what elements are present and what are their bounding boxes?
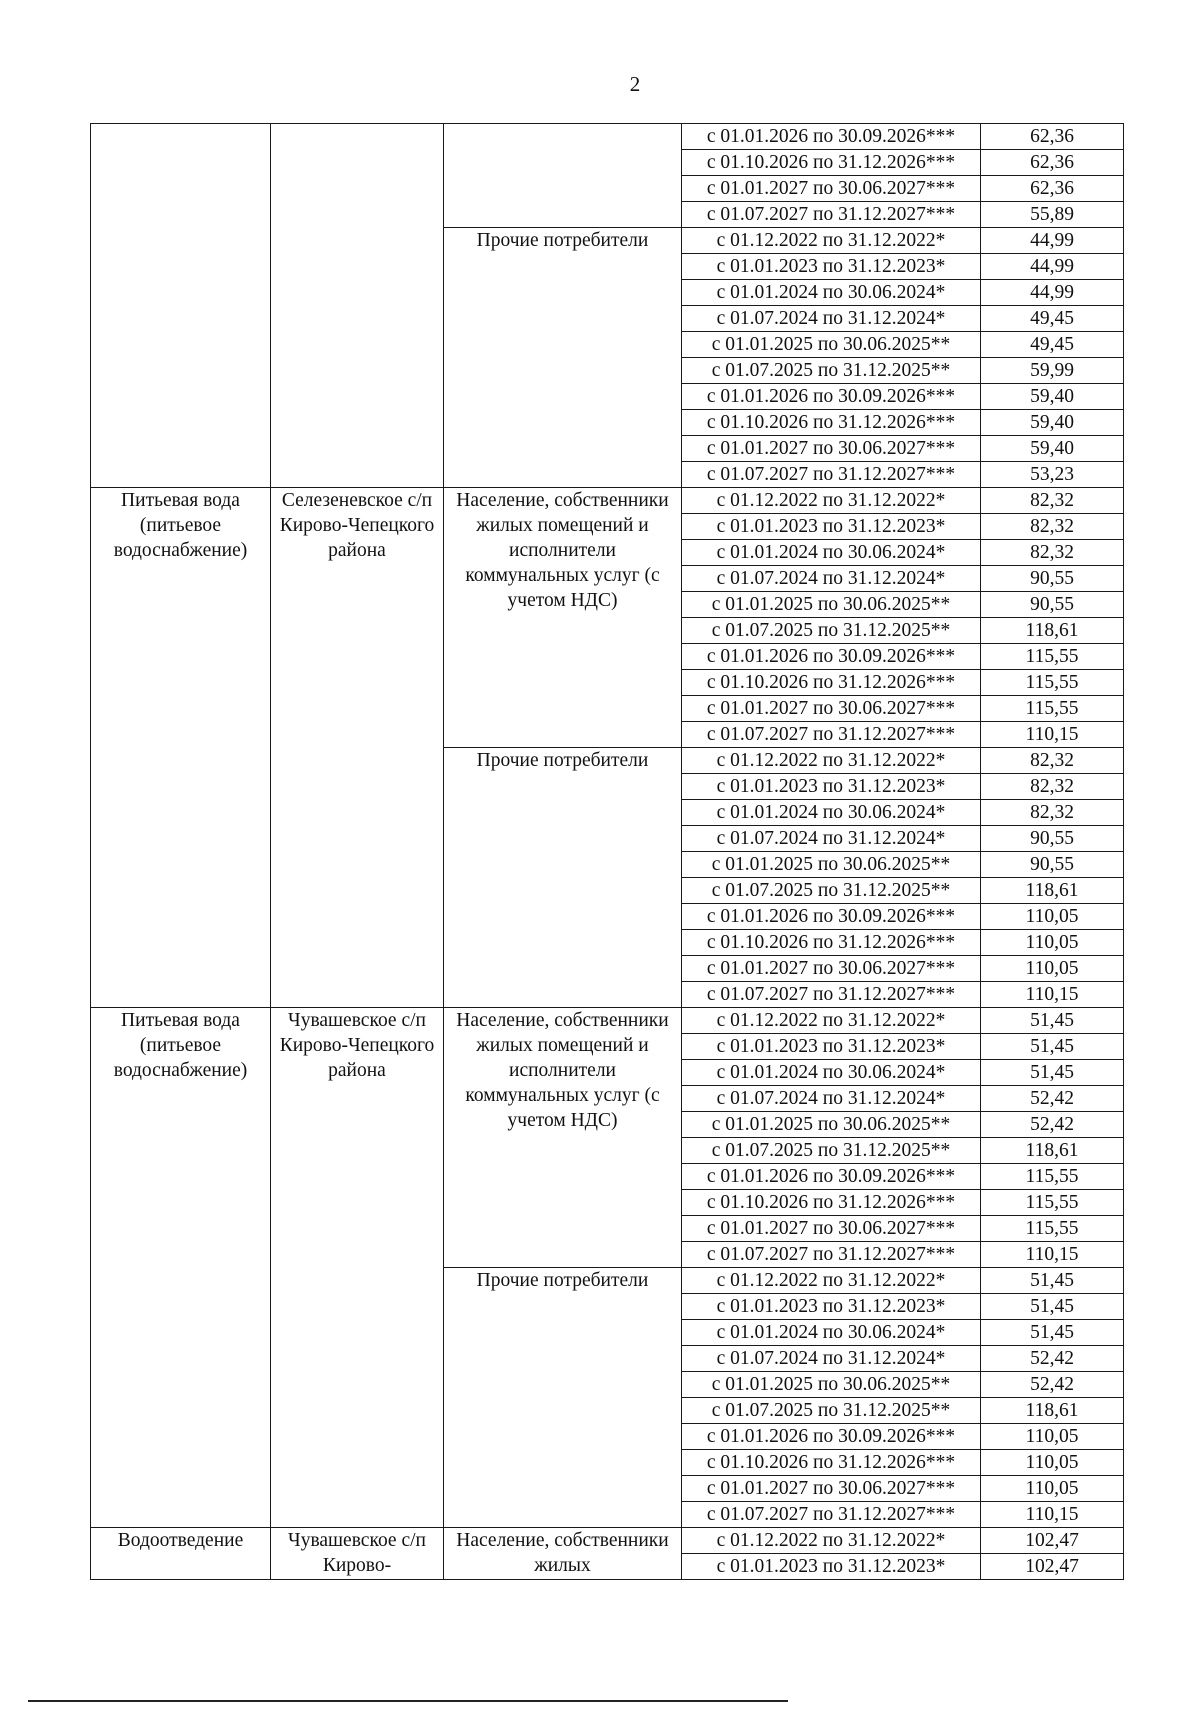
period-cell: с 01.07.2027 по 31.12.2027*** — [682, 462, 981, 488]
resource-cell: Питьевая вода (питьевое водоснабжение) — [91, 488, 271, 1008]
period-cell: с 01.01.2026 по 30.09.2026*** — [682, 124, 981, 150]
tariff-table — [90, 123, 1124, 1580]
tariff-value-cell: 90,55 — [981, 592, 1124, 618]
tariff-value-cell: 51,45 — [981, 1268, 1124, 1294]
period-cell: с 01.01.2024 по 30.06.2024* — [682, 540, 981, 566]
tariff-value-cell: 110,05 — [981, 930, 1124, 956]
period-cell: с 01.12.2022 по 31.12.2022* — [682, 228, 981, 254]
tariff-value-cell: 118,61 — [981, 1398, 1124, 1424]
tariff-value-cell: 90,55 — [981, 826, 1124, 852]
tariff-value-cell: 59,40 — [981, 384, 1124, 410]
tariff-value-cell: 110,15 — [981, 1502, 1124, 1528]
period-cell: с 01.07.2025 по 31.12.2025** — [682, 1138, 981, 1164]
tariff-value-cell: 51,45 — [981, 1008, 1124, 1034]
tariff-value-cell: 102,47 — [981, 1554, 1124, 1580]
period-cell: с 01.01.2025 по 30.06.2025** — [682, 1112, 981, 1138]
period-cell: с 01.01.2024 по 30.06.2024* — [682, 1320, 981, 1346]
tariff-value-cell: 82,32 — [981, 774, 1124, 800]
tariff-value-cell: 110,05 — [981, 1450, 1124, 1476]
period-cell: с 01.07.2025 по 31.12.2025** — [682, 358, 981, 384]
period-cell: с 01.07.2025 по 31.12.2025** — [682, 878, 981, 904]
period-cell: с 01.01.2027 по 30.06.2027*** — [682, 1476, 981, 1502]
period-cell: с 01.01.2026 по 30.09.2026*** — [682, 1164, 981, 1190]
tariff-value-cell: 118,61 — [981, 878, 1124, 904]
tariff-value-cell: 52,42 — [981, 1372, 1124, 1398]
tariff-value-cell: 82,32 — [981, 488, 1124, 514]
period-cell: с 01.01.2027 по 30.06.2027*** — [682, 176, 981, 202]
period-cell: с 01.01.2026 по 30.09.2026*** — [682, 904, 981, 930]
period-cell: с 01.07.2027 по 31.12.2027*** — [682, 202, 981, 228]
tariff-value-cell: 110,05 — [981, 904, 1124, 930]
tariff-value-cell: 44,99 — [981, 280, 1124, 306]
consumer-category-cell: Прочие потребители — [444, 228, 682, 488]
tariff-value-cell: 49,45 — [981, 306, 1124, 332]
period-cell: с 01.07.2024 по 31.12.2024* — [682, 1086, 981, 1112]
resource-cell — [91, 124, 271, 488]
tariff-value-cell: 110,05 — [981, 956, 1124, 982]
period-cell: с 01.12.2022 по 31.12.2022* — [682, 488, 981, 514]
tariff-value-cell: 115,55 — [981, 1164, 1124, 1190]
bottom-rule — [28, 1700, 788, 1702]
period-cell: с 01.01.2025 по 30.06.2025** — [682, 592, 981, 618]
period-cell: с 01.10.2026 по 31.12.2026*** — [682, 670, 981, 696]
tariff-value-cell: 90,55 — [981, 566, 1124, 592]
tariff-value-cell: 52,42 — [981, 1086, 1124, 1112]
period-cell: с 01.07.2024 по 31.12.2024* — [682, 566, 981, 592]
period-cell: с 01.01.2023 по 31.12.2023* — [682, 514, 981, 540]
period-cell: с 01.01.2023 по 31.12.2023* — [682, 254, 981, 280]
table-row — [91, 1528, 1124, 1554]
period-cell: с 01.10.2026 по 31.12.2026*** — [682, 1450, 981, 1476]
period-cell: с 01.10.2026 по 31.12.2026*** — [682, 410, 981, 436]
tariff-value-cell: 110,15 — [981, 1242, 1124, 1268]
table-row — [91, 124, 1124, 150]
consumer-category-cell: Прочие потребители — [444, 1268, 682, 1528]
consumer-category-cell: Население, собственники жилых помещений и исполнители коммунальных услуг (с учетом НДС) — [444, 488, 682, 748]
period-cell: с 01.07.2024 по 31.12.2024* — [682, 1346, 981, 1372]
period-cell: с 01.01.2026 по 30.09.2026*** — [682, 384, 981, 410]
tariff-value-cell: 62,36 — [981, 124, 1124, 150]
period-cell: с 01.01.2025 по 30.06.2025** — [682, 852, 981, 878]
tariff-value-cell: 115,55 — [981, 696, 1124, 722]
tariff-value-cell: 51,45 — [981, 1294, 1124, 1320]
tariff-value-cell: 44,99 — [981, 254, 1124, 280]
period-cell: с 01.01.2023 по 31.12.2023* — [682, 1294, 981, 1320]
period-cell: с 01.12.2022 по 31.12.2022* — [682, 1528, 981, 1554]
period-cell: с 01.10.2026 по 31.12.2026*** — [682, 930, 981, 956]
period-cell: с 01.01.2027 по 30.06.2027*** — [682, 1216, 981, 1242]
consumer-category-cell — [444, 124, 682, 228]
tariff-value-cell: 118,61 — [981, 618, 1124, 644]
tariff-value-cell: 49,45 — [981, 332, 1124, 358]
consumer-category-cell: Население, собственники жилых — [444, 1528, 682, 1580]
tariff-value-cell: 110,15 — [981, 982, 1124, 1008]
period-cell: с 01.07.2024 по 31.12.2024* — [682, 306, 981, 332]
period-cell: с 01.01.2023 по 31.12.2023* — [682, 1034, 981, 1060]
tariff-value-cell: 82,32 — [981, 514, 1124, 540]
tariff-value-cell: 110,15 — [981, 722, 1124, 748]
territory-cell — [271, 124, 444, 488]
tariff-value-cell: 52,42 — [981, 1346, 1124, 1372]
period-cell: с 01.07.2024 по 31.12.2024* — [682, 826, 981, 852]
resource-cell: Водоотведение — [91, 1528, 271, 1580]
period-cell: с 01.12.2022 по 31.12.2022* — [682, 748, 981, 774]
tariff-value-cell: 44,99 — [981, 228, 1124, 254]
period-cell: с 01.01.2027 по 30.06.2027*** — [682, 436, 981, 462]
period-cell: с 01.01.2027 по 30.06.2027*** — [682, 696, 981, 722]
territory-cell: Селезеневское с/п Кирово-Чепецкого района — [271, 488, 444, 1008]
tariff-value-cell: 59,40 — [981, 410, 1124, 436]
period-cell: с 01.01.2026 по 30.09.2026*** — [682, 1424, 981, 1450]
tariff-table-body — [91, 124, 1124, 1580]
period-cell: с 01.01.2025 по 30.06.2025** — [682, 1372, 981, 1398]
period-cell: с 01.07.2027 по 31.12.2027*** — [682, 982, 981, 1008]
tariff-value-cell: 51,45 — [981, 1320, 1124, 1346]
period-cell: с 01.01.2025 по 30.06.2025** — [682, 332, 981, 358]
tariff-value-cell: 82,32 — [981, 540, 1124, 566]
tariff-value-cell: 102,47 — [981, 1528, 1124, 1554]
period-cell: с 01.01.2026 по 30.09.2026*** — [682, 644, 981, 670]
period-cell: с 01.07.2025 по 31.12.2025** — [682, 1398, 981, 1424]
period-cell: с 01.01.2023 по 31.12.2023* — [682, 1554, 981, 1580]
table-row — [91, 1008, 1124, 1034]
period-cell: с 01.01.2024 по 30.06.2024* — [682, 800, 981, 826]
tariff-value-cell: 52,42 — [981, 1112, 1124, 1138]
tariff-value-cell: 115,55 — [981, 644, 1124, 670]
period-cell: с 01.01.2024 по 30.06.2024* — [682, 1060, 981, 1086]
period-cell: с 01.07.2027 по 31.12.2027*** — [682, 722, 981, 748]
tariff-value-cell: 110,05 — [981, 1476, 1124, 1502]
period-cell: с 01.10.2026 по 31.12.2026*** — [682, 1190, 981, 1216]
territory-cell: Чувашевское с/п Кирово- — [271, 1528, 444, 1580]
table-row — [91, 488, 1124, 514]
consumer-category-cell: Прочие потребители — [444, 748, 682, 1008]
tariff-value-cell: 82,32 — [981, 748, 1124, 774]
tariff-value-cell: 55,89 — [981, 202, 1124, 228]
consumer-category-cell: Население, собственники жилых помещений и исполнители коммунальных услуг (с учетом НДС) — [444, 1008, 682, 1268]
tariff-value-cell: 51,45 — [981, 1060, 1124, 1086]
tariff-value-cell: 51,45 — [981, 1034, 1124, 1060]
period-cell: с 01.07.2027 по 31.12.2027*** — [682, 1502, 981, 1528]
tariff-value-cell: 115,55 — [981, 1216, 1124, 1242]
period-cell: с 01.07.2025 по 31.12.2025** — [682, 618, 981, 644]
period-cell: с 01.10.2026 по 31.12.2026*** — [682, 150, 981, 176]
tariff-value-cell: 118,61 — [981, 1138, 1124, 1164]
tariff-value-cell: 62,36 — [981, 150, 1124, 176]
tariff-value-cell: 62,36 — [981, 176, 1124, 202]
resource-cell: Питьевая вода (питьевое водоснабжение) — [91, 1008, 271, 1528]
tariff-value-cell: 82,32 — [981, 800, 1124, 826]
tariff-value-cell: 53,23 — [981, 462, 1124, 488]
tariff-value-cell: 90,55 — [981, 852, 1124, 878]
period-cell: с 01.01.2023 по 31.12.2023* — [682, 774, 981, 800]
tariff-value-cell: 59,99 — [981, 358, 1124, 384]
tariff-value-cell: 115,55 — [981, 1190, 1124, 1216]
period-cell: с 01.12.2022 по 31.12.2022* — [682, 1008, 981, 1034]
page-number: 2 — [629, 72, 641, 96]
tariff-value-cell: 115,55 — [981, 670, 1124, 696]
period-cell: с 01.12.2022 по 31.12.2022* — [682, 1268, 981, 1294]
territory-cell: Чувашевское с/п Кирово-Чепецкого района — [271, 1008, 444, 1528]
period-cell: с 01.01.2027 по 30.06.2027*** — [682, 956, 981, 982]
tariff-value-cell: 110,05 — [981, 1424, 1124, 1450]
tariff-value-cell: 59,40 — [981, 436, 1124, 462]
period-cell: с 01.01.2024 по 30.06.2024* — [682, 280, 981, 306]
period-cell: с 01.07.2027 по 31.12.2027*** — [682, 1242, 981, 1268]
